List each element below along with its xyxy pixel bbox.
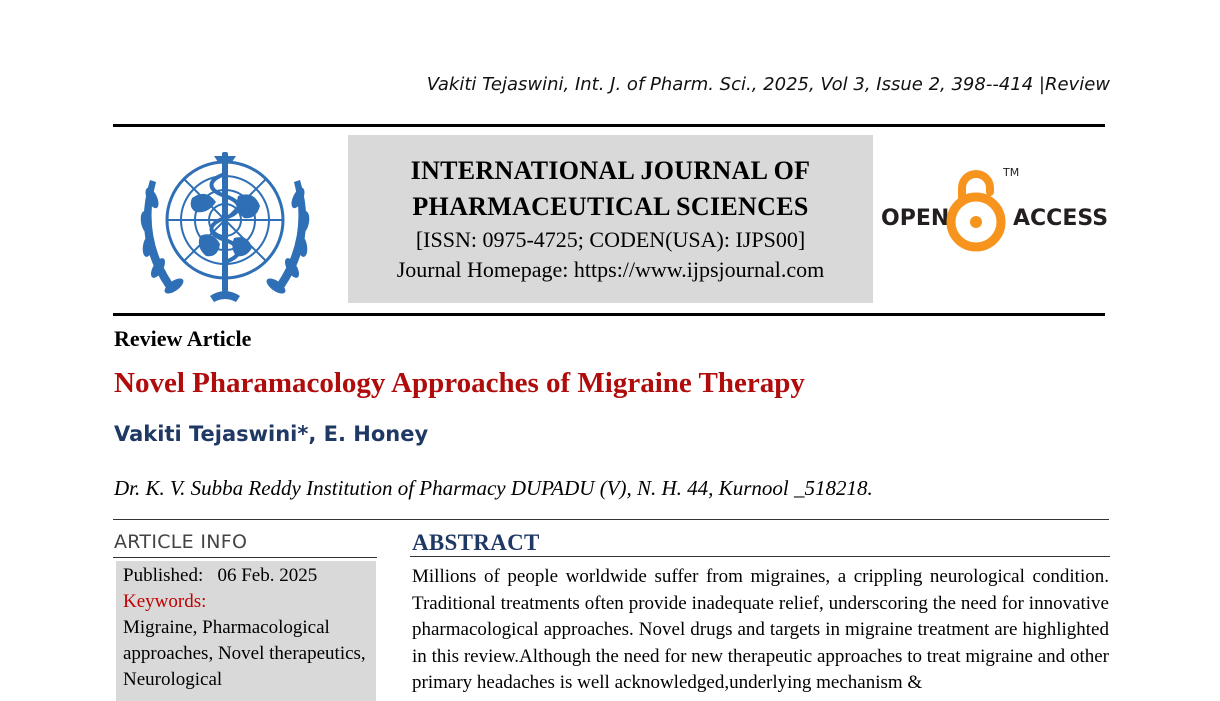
journal-issn: [ISSN: 0975-4725; CODEN(USA): IJPS00] [415,227,806,252]
article-info-box [116,561,376,701]
journal-emblem-icon [126,138,324,306]
journal-masthead [348,135,873,303]
journal-title-line2: PHARMACEUTICAL SCIENCES [412,192,809,221]
abstract-text: Millions of people worldwide suffer from migraines, a crippling neurological condition. Traditional treatments often provide inadequate relief, underscoring the need for innovative pharmacological approaches. Novel drugs and targets in migraine treatment are highlighted in this review.Although the need for new therapeutic approaches to treat migraine and other primary headaches is well acknowledged,underlying mechanism & [412,566,1109,693]
journal-title-line1: INTERNATIONAL JOURNAL OF [410,156,811,185]
article-title: Novel Pharamacology Approaches of Migraine Therapy [114,367,805,399]
open-access-logo [881,162,1111,257]
abstract-heading: ABSTRACT [412,530,540,555]
article-type: Review Article [114,326,252,351]
article-info-rule [113,557,377,558]
published-label: Published: [123,565,204,586]
published-date: 06 Feb. 2025 [217,565,318,586]
journal-homepage-link[interactable]: Journal Homepage: https://www.ijpsjournal.com [396,257,825,282]
keywords-label: Keywords: [123,591,207,612]
header-rule-top [113,124,1105,127]
keywords-list: Migraine, Pharmacological approaches, Novel therapeutics, Neurological [123,617,366,690]
open-access-trademark: TM [1003,166,1020,179]
author-affiliation: Dr. K. V. Subba Reddy Institution of Pharmacy DUPADU (V), N. H. 44, Kurnool _518218. [114,476,873,500]
open-lock-icon [951,174,1001,247]
open-access-word-open: OPEN [881,206,950,231]
abstract-rule [410,556,1110,557]
published-row [123,563,376,589]
article-authors: Vakiti Tejaswini*, E. Honey [114,422,429,446]
header-rule-bottom [113,313,1105,316]
section-divider [113,519,1109,520]
article-info-heading: ARTICLE INFO [114,531,248,553]
open-access-word-access: ACCESS [1013,206,1109,231]
running-head: Vakiti Tejaswini, Int. J. of Pharm. Sci., 2025, Vol 3, Issue 2, 398--414 |Review [426,74,1110,95]
